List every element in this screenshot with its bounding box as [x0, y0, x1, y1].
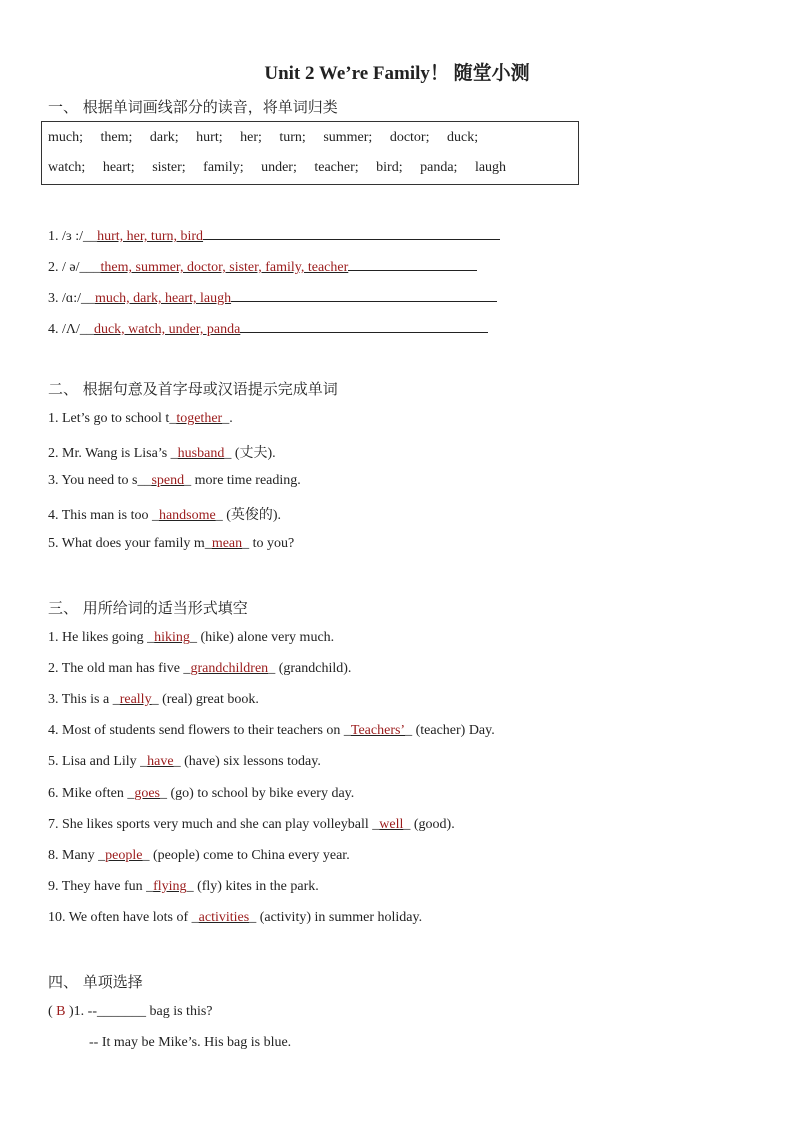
question-text: )1. --_______ bag is this? [65, 1004, 213, 1019]
word: much; [48, 130, 83, 145]
answer-text: hurt, her, turn, bird [97, 229, 204, 244]
word: dark; [149, 130, 179, 145]
answer-text: them, summer, doctor, sister, family, teacher [100, 260, 349, 275]
phonics-item-1 [48, 225, 500, 245]
word-completion-item-1 [48, 411, 233, 427]
answer-text: goes [134, 786, 160, 801]
answer-line [203, 225, 500, 240]
item-label: 3. /ɑ:/__ [48, 291, 95, 306]
question-text: 1. Let’s go to school t_ [48, 411, 177, 426]
answer-text: much, dark, heart, laugh [95, 291, 232, 306]
answer-text: well [379, 817, 404, 832]
word: doctor; [389, 130, 430, 145]
answer-text: people [105, 848, 143, 863]
question-text: _ (real) great book. [151, 692, 259, 707]
question-text: _ (英俊的). [215, 508, 282, 523]
bracket-open: ( [48, 1004, 57, 1019]
question-text: 9. They have fun _ [48, 879, 154, 894]
fill-blank-item-4 [48, 723, 495, 739]
item-label: 1. /ɜ :/__ [48, 229, 98, 244]
word-row-1 [48, 130, 492, 146]
multiple-choice-item-1-line-2: -- It may be Mike’s. His bag is blue. [89, 1035, 292, 1050]
phonics-item-2 [48, 256, 477, 276]
fill-blank-item-6 [48, 786, 354, 802]
question-text: 4. This man is too _ [48, 508, 159, 523]
item-label: 2. / ə/___ [48, 260, 101, 275]
question-text: _ (grandchild). [268, 661, 352, 676]
fill-blank-item-1 [48, 630, 334, 646]
fill-blank-item-3 [48, 692, 259, 708]
question-text: 5. What does your family m_ [48, 536, 212, 551]
section-1-heading: 一、 根据单词画线部分的读音，将单词归类 [48, 98, 338, 116]
answer-text: handsome [158, 508, 216, 523]
question-text: 5. Lisa and Lily _ [48, 754, 148, 769]
question-text: _ more time reading. [184, 473, 301, 488]
page-title: Unit 2 We’re Family！ 随堂小测 [264, 63, 530, 84]
question-text: 2. The old man has five _ [48, 661, 191, 676]
question-text: 10. We often have lots of _ [48, 910, 199, 925]
section-3-heading: 三、 用所给词的适当形式填空 [48, 599, 248, 617]
question-text: _ (activity) in summer holiday. [249, 910, 423, 925]
answer-text: mean [211, 536, 243, 551]
question-text: _ (hike) alone very much. [189, 630, 335, 645]
word-completion-item-4 [48, 504, 281, 524]
word-completion-item-5 [48, 536, 294, 552]
answer-line [231, 287, 497, 302]
question-text: 3. This is a _ [48, 692, 120, 707]
question-text: _. [222, 411, 233, 426]
question-text: _ (people) come to China every year. [142, 848, 350, 863]
fill-blank-item-8 [48, 848, 350, 864]
word-row-2 [48, 160, 520, 176]
question-text: 6. Mike often _ [48, 786, 135, 801]
word: sister; [152, 160, 186, 175]
question-text: _ (have) six lessons today. [173, 754, 321, 769]
choice-answer: B [56, 1004, 66, 1019]
word: them; [100, 130, 133, 145]
word: her; [240, 130, 262, 145]
word: family; [203, 160, 244, 175]
word: duck; [446, 130, 479, 145]
fill-blank-item-5 [48, 754, 321, 770]
answer-text: have [147, 754, 174, 769]
word: watch; [48, 160, 86, 175]
word: turn; [279, 130, 306, 145]
word: laugh [474, 160, 507, 175]
word: heart; [102, 160, 135, 175]
word-completion-item-3 [48, 473, 301, 489]
question-text: _ (丈夫). [224, 446, 276, 461]
word: under; [261, 160, 297, 175]
section-2-heading: 二、 根据句意及首字母或汉语提示完成单词 [48, 380, 338, 398]
question-text: 1. He likes going _ [48, 630, 155, 645]
answer-line [240, 318, 488, 333]
question-text: _ (fly) kites in the park. [186, 879, 319, 894]
answer-text: flying [153, 879, 187, 894]
answer-text: together [176, 411, 223, 426]
question-text: _ (go) to school by bike every day. [160, 786, 355, 801]
answer-text: grandchildren [190, 661, 269, 676]
answer-text: Teachers’ [350, 723, 406, 738]
fill-blank-item-7 [48, 817, 455, 833]
item-label: 4. /Λ/__ [48, 322, 94, 337]
question-text: 4. Most of students send flowers to their teachers on _ [48, 723, 351, 738]
answer-text: hiking [154, 630, 190, 645]
question-text: 3. You need to s__ [48, 473, 152, 488]
word-completion-item-2 [48, 442, 276, 462]
question-text: 7. She likes sports very much and she can play volleyball _ [48, 817, 380, 832]
question-text: _ to you? [242, 536, 295, 551]
answer-text: duck, watch, under, panda [93, 322, 241, 337]
word: teacher; [314, 160, 359, 175]
phonics-item-4 [48, 318, 488, 338]
multiple-choice-item-1 [48, 1004, 213, 1020]
word: summer; [323, 130, 373, 145]
answer-text: spend [151, 473, 185, 488]
question-text: _ (teacher) Day. [405, 723, 495, 738]
word: panda; [420, 160, 458, 175]
answer-line [348, 256, 477, 271]
word: bird; [376, 160, 403, 175]
answer-text: activities [198, 910, 250, 925]
word: hurt; [196, 130, 223, 145]
section-4-heading: 四、 单项选择 [48, 973, 143, 991]
answer-text: husband [177, 446, 225, 461]
question-text: 8. Many _ [48, 848, 106, 863]
phonics-item-3 [48, 287, 497, 307]
question-text: 2. Mr. Wang is Lisa’s _ [48, 446, 178, 461]
answer-text: really [119, 692, 152, 707]
fill-blank-item-9 [48, 879, 319, 895]
word-box [41, 121, 579, 185]
fill-blank-item-2 [48, 661, 351, 677]
fill-blank-item-10 [48, 910, 422, 926]
question-text: _ (good). [403, 817, 455, 832]
